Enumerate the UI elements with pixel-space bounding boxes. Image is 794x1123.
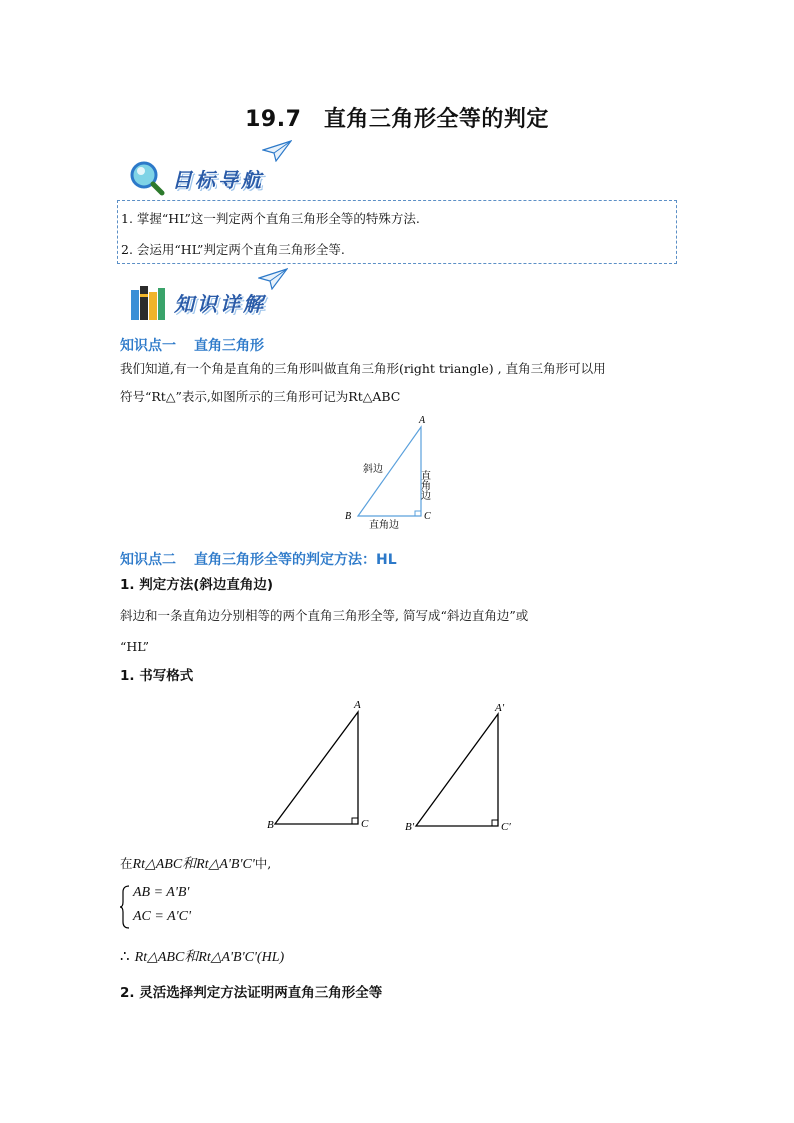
proof-intro-math: Rt△ABC和Rt△A'B'C' bbox=[132, 857, 255, 872]
right-angle-mark bbox=[352, 818, 358, 824]
kp2-sub1: 1. 判定方法(斜边直角边) bbox=[120, 577, 274, 593]
kp2-tag: 知识点二 bbox=[120, 552, 176, 568]
triangle-abc bbox=[275, 712, 358, 824]
equation-1: AB = A'B' bbox=[133, 885, 190, 900]
kp2-desc1: 斜边和一条直角边分别相等的两个直角三角形全等, 简写成“斜边直角边”或 bbox=[120, 608, 529, 623]
triangle-a-prime-b-prime-c-prime bbox=[416, 714, 498, 826]
conclusion-math: Rt△ABC和Rt△A'B'C'(HL) bbox=[134, 950, 285, 965]
label-b: B bbox=[345, 511, 352, 522]
label-leg-right: 直角边 bbox=[418, 470, 430, 500]
two-triangles-figure bbox=[255, 695, 535, 840]
label-leg-bottom: 直角边 bbox=[369, 520, 399, 531]
kp1-line1: 我们知道,有一个角是直角的三角形叫做直角三角形(right triangle) , 直角三角形可以用 bbox=[120, 361, 606, 376]
tri2-label-c: C′ bbox=[501, 821, 511, 833]
right-angle-mark bbox=[492, 820, 498, 826]
right-angle-mark bbox=[415, 511, 421, 516]
kp2-sub3: 2. 灵活选择判定方法证明两直角三角形全等 bbox=[120, 985, 383, 1001]
equation-2: AC = A'C' bbox=[133, 909, 191, 924]
tri1-label-a: A bbox=[354, 699, 361, 711]
kp1-name: 直角三角形 bbox=[194, 338, 264, 354]
tri1-label-b: B bbox=[267, 819, 274, 831]
banner-knowledge bbox=[128, 282, 266, 322]
conclusion bbox=[120, 946, 284, 966]
tri1-label-c: C bbox=[361, 818, 369, 830]
objective-1: 1. 掌握“HL”这一判定两个直角三角形全等的特殊方法. bbox=[121, 211, 420, 226]
magnifier-icon bbox=[128, 159, 166, 197]
paper-plane-icon bbox=[262, 140, 292, 162]
objective-2: 2. 会运用“HL”判定两个直角三角形全等. bbox=[121, 242, 345, 257]
page-title: 19.7 直角三角形全等的判定 bbox=[245, 107, 549, 132]
banner-knowledge-label: 知识详解 bbox=[174, 291, 266, 316]
paper-plane-icon bbox=[258, 268, 288, 290]
proof-intro bbox=[120, 851, 271, 877]
kp2-desc2: “HL” bbox=[120, 639, 149, 654]
tri2-label-a: A′ bbox=[495, 702, 505, 714]
kp1-tag: 知识点一 bbox=[120, 338, 176, 354]
brace-icon bbox=[119, 885, 131, 929]
banner-objectives-label: 目标导航 bbox=[172, 167, 264, 192]
tri2-label-b: B′ bbox=[405, 821, 415, 833]
label-hypotenuse: 斜边 bbox=[363, 464, 383, 475]
kp2-sub2: 1. 书写格式 bbox=[120, 668, 194, 684]
label-c: C bbox=[424, 511, 431, 522]
kp1-heading bbox=[120, 335, 282, 355]
proof-intro-post: 中, bbox=[254, 856, 272, 871]
kp2-heading bbox=[120, 549, 415, 569]
books-icon bbox=[128, 282, 168, 322]
banner-objectives bbox=[128, 158, 264, 198]
proof-intro-pre: 在 bbox=[120, 856, 133, 871]
therefore-symbol: ∴ bbox=[120, 947, 130, 965]
kp1-line2: 符号“Rt△”表示,如图所示的三角形可记为Rt△ABC bbox=[120, 389, 401, 404]
kp2-name: 直角三角形全等的判定方法：HL bbox=[194, 552, 397, 568]
label-a: A bbox=[419, 415, 426, 426]
right-triangle-figure bbox=[335, 410, 455, 535]
